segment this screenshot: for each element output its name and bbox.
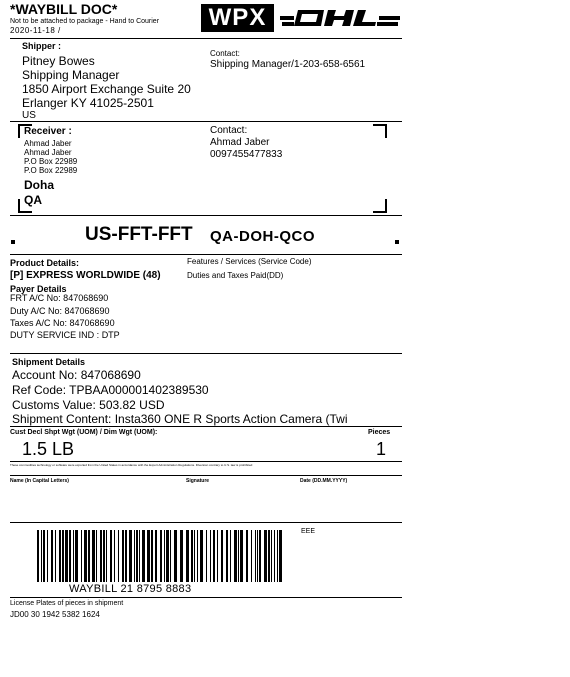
barcode-bar	[251, 530, 252, 582]
barcode-bar	[92, 530, 95, 582]
shipper-contact-label: Contact:	[210, 49, 240, 58]
receiver-city: Doha	[24, 178, 54, 192]
payer-line-4: DUTY SERVICE IND : DTP	[10, 330, 120, 340]
barcode-bar	[84, 530, 87, 582]
receiver-contact-phone: 0097455477833	[210, 149, 283, 160]
routing-destination: QA-DOH-QCO	[210, 228, 315, 245]
receiver-contact-name: Ahmad Jaber	[210, 137, 270, 148]
routing-dot-left	[11, 240, 15, 244]
receiver-corner-tr	[373, 124, 387, 138]
barcode-bar	[155, 530, 157, 582]
barcode-bar	[191, 530, 193, 582]
receiver-line-4: P.O Box 22989	[24, 166, 78, 175]
barcode-bar	[166, 530, 169, 582]
export-note: These commodities technology or software were exported from the United States in accordance with the Export Administration Regulations. Diversion contrary to U.S. law is prohibited	[10, 464, 253, 467]
barcode-bar	[170, 530, 171, 582]
barcode-bar	[65, 530, 68, 582]
barcode-bar	[142, 530, 145, 582]
barcode-bar	[81, 530, 82, 582]
receiver-line-1: Ahmad Jaber	[24, 139, 72, 148]
barcode-bar	[73, 530, 74, 582]
barcode-bar	[259, 530, 261, 582]
barcode-bar	[118, 530, 119, 582]
license-label: License Plates of pieces in shipment	[10, 600, 124, 607]
license-value: JD00 30 1942 5382 1624	[10, 610, 100, 619]
barcode-bar	[268, 530, 270, 582]
barcode-bar	[277, 530, 278, 582]
features-label: Features / Services (Service Code)	[187, 257, 312, 266]
barcode-bar	[62, 530, 64, 582]
barcode-bar	[210, 530, 211, 582]
pieces-value: 1	[376, 439, 387, 459]
barcode-bar	[206, 530, 207, 582]
shipper-address2: Erlanger KY 41025-2501	[22, 96, 154, 110]
waybill-barcode	[37, 530, 283, 582]
wpx-logo: WPX	[201, 4, 274, 32]
barcode-bar	[257, 530, 258, 582]
name-label: Name (In Capital Letters)	[10, 478, 69, 484]
barcode-bar	[186, 530, 189, 582]
barcode-bar	[43, 530, 45, 582]
barcode-bar	[41, 530, 42, 582]
barcode-bar	[238, 530, 239, 582]
barcode-bar	[230, 530, 231, 582]
barcode-bar	[96, 530, 97, 582]
payer-line-1: FRT A/C No: 847068690	[10, 293, 109, 303]
date-label: Date (DD.MM.YYYY)	[300, 478, 348, 484]
barcode-bar	[234, 530, 237, 582]
barcode-bar	[51, 530, 53, 582]
barcode-bar	[147, 530, 150, 582]
waybill-title: *WAYBILL DOC*	[10, 1, 118, 17]
barcode-bar	[221, 530, 223, 582]
shipment-account: Account No: 847068690	[12, 368, 141, 382]
receiver-label: Receiver :	[24, 126, 72, 137]
pieces-label: Pieces	[368, 429, 391, 436]
barcode-bar	[255, 530, 256, 582]
shipment-content: Shipment Content: Insta360 ONE R Sports Action Camera (Twi	[12, 413, 348, 426]
barcode-bar	[217, 530, 218, 582]
receiver-country: QA	[24, 193, 42, 207]
barcode-bar	[246, 530, 248, 582]
product-value: [P] EXPRESS WORLDWIDE (48)	[10, 270, 161, 281]
weight-value: 1.5 LB	[22, 439, 75, 459]
routing-origin: US-FFT-FFT	[85, 224, 193, 245]
barcode-bar	[264, 530, 267, 582]
barcode-bar	[271, 530, 272, 582]
barcode-bar	[106, 530, 107, 582]
signature-label: Signature	[186, 478, 210, 484]
waybill-subtitle: Not to be attached to package - Hand to Courier	[10, 18, 160, 25]
waybill-date: 2020-11-18 /	[10, 26, 61, 35]
shipper-name: Pitney Bowes	[22, 54, 95, 68]
barcode-bar	[174, 530, 177, 582]
barcode-bar	[194, 530, 195, 582]
shipper-title: Shipping Manager	[22, 68, 120, 82]
barcode-bar	[139, 530, 140, 582]
shipment-ref: Ref Code: TPBAA000001402389530	[12, 383, 209, 397]
payer-label: Payer Details	[10, 284, 67, 294]
barcode-bar	[136, 530, 138, 582]
receiver-corner-br	[373, 199, 387, 213]
barcode-bar	[75, 530, 78, 582]
barcode-bar	[200, 530, 203, 582]
barcode-bar	[274, 530, 275, 582]
payer-line-2: Duty A/C No: 847068690	[10, 306, 110, 316]
receiver-line-2: Ahmad Jaber	[24, 148, 72, 157]
eee-marker: EEE	[301, 528, 316, 535]
barcode-bar	[69, 530, 71, 582]
dhl-logo	[280, 6, 400, 30]
product-label: Product Details:	[10, 258, 80, 268]
shipper-country: US	[22, 110, 36, 121]
barcode-bar	[37, 530, 39, 582]
barcode-bar	[164, 530, 165, 582]
barcode-bar	[129, 530, 132, 582]
barcode-bar	[55, 530, 56, 582]
barcode-bar	[279, 530, 282, 582]
waybill-number: WAYBILL 21 8795 8883	[69, 583, 192, 595]
barcode-bar	[213, 530, 215, 582]
barcode-bar	[151, 530, 153, 582]
payer-line-3: Taxes A/C No: 847068690	[10, 318, 115, 328]
barcode-bar	[197, 530, 198, 582]
barcode-bar	[59, 530, 61, 582]
shipper-label: Shipper :	[22, 41, 62, 51]
barcode-bar	[114, 530, 115, 582]
barcode-bar	[122, 530, 124, 582]
barcode-bar	[160, 530, 162, 582]
barcode-bar	[88, 530, 90, 582]
features-value: Duties and Taxes Paid(DD)	[187, 271, 284, 280]
barcode-bar	[134, 530, 135, 582]
shipper-address1: 1850 Airport Exchange Suite 20	[22, 82, 191, 96]
barcode-bar	[47, 530, 48, 582]
barcode-bar	[100, 530, 102, 582]
barcode-bar	[103, 530, 105, 582]
barcode-bar	[125, 530, 127, 582]
shipment-customs: Customs Value: 503.82 USD	[12, 398, 165, 412]
routing-dot-right	[395, 240, 399, 244]
weight-label: Cust Decl Shpt Wgt (UOM) / Dim Wgt (UOM):	[10, 429, 158, 436]
barcode-bar	[110, 530, 112, 582]
receiver-line-3: P.O Box 22989	[24, 157, 78, 166]
barcode-bar	[226, 530, 228, 582]
shipper-contact-value: Shipping Manager/1-203-658-6561	[210, 59, 366, 70]
receiver-contact-label: Contact:	[210, 125, 248, 136]
shipment-label: Shipment Details	[12, 357, 86, 367]
barcode-bar	[180, 530, 183, 582]
barcode-bar	[240, 530, 243, 582]
